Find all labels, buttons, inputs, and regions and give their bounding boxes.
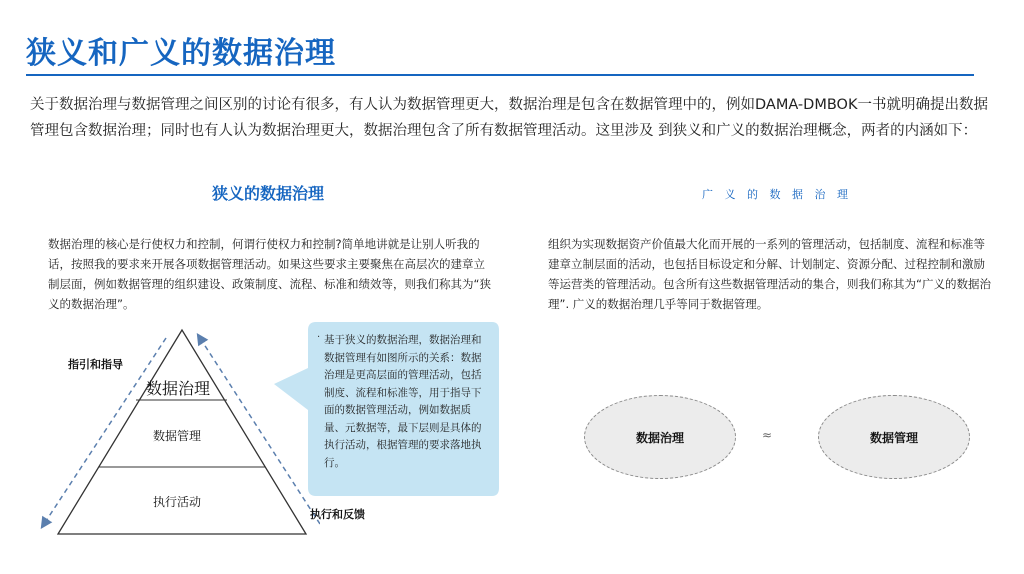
ellipse-data-management-label: 数据管理 bbox=[869, 430, 918, 445]
title-divider bbox=[26, 74, 974, 76]
broad-governance-heading: 广 义 的 数 据 治 理 bbox=[702, 188, 852, 201]
callout-text bbox=[316, 332, 490, 472]
feedback-arrow-label: 执行和反馈 bbox=[310, 508, 365, 521]
page-title: 狭义和广义的数据治理 bbox=[26, 36, 336, 71]
narrow-governance-heading: 狭义的数据治理 bbox=[212, 184, 325, 203]
callout-body: 基于狭义的数据治理，数据治理和数据管理有如图所示的关系：数据治理是更高层面的管理活动，包括制度、流程和标准等，用于指导下面的数据管理活动，例如数据质量、元数据等，最下层则是具体的执行活动，根据管理的要求落地执行。 bbox=[324, 334, 482, 469]
ellipse-data-management bbox=[818, 395, 970, 479]
ellipse-data-governance bbox=[584, 395, 736, 479]
intro-paragraph: 关于数据治理与数据管理之间区别的讨论有很多，有人认为数据管理更大，数据治理是包含在数据管理中的，例如DAMA-DMBOK一书就明确提出数据管理包含数据治理；同时也有人认为数据治理更大，数据治理包含了所有数据管理活动。这里涉及 到狭义和广义的数据治理概念，两者的内涵如下： bbox=[30, 97, 988, 139]
approx-equal-symbol: ≈ bbox=[762, 428, 773, 442]
pyramid-tier-management: 数据管理 bbox=[153, 429, 202, 443]
pyramid-tier-governance: 数据治理 bbox=[146, 379, 211, 398]
narrow-governance-description: 数据治理的核心是行使权力和控制，何谓行使权力和控制?简单地讲就是让别人听我的话，按照我的要求来开展各项数据管理活动。如果这些要求主要聚焦在高层次的建章立制层面，例如数据管理的组织建设、政策制度、流程、标准和绩效等，则我们称其为“狭义的数据治理”。 bbox=[48, 237, 491, 311]
broad-governance-description: 组织为实现数据资产价值最大化而开展的一系列的管理活动，包括制度、流程和标准等建章立制层面的活动，也包括目标设定和分解、计划制定、资源分配、过程控制和激励等运营类的管理活动。包含所有这些数据管理活动的集合，则我们称其为“广义的数据治理”. 广义的数据治理几乎等同于数据管理。 bbox=[548, 237, 991, 311]
pyramid-tier-execution: 执行活动 bbox=[153, 495, 202, 509]
guide-arrow-label: 指引和指导 bbox=[68, 358, 123, 371]
callout-bullet: · bbox=[317, 332, 321, 343]
ellipse-data-governance-label: 数据治理 bbox=[635, 430, 684, 445]
